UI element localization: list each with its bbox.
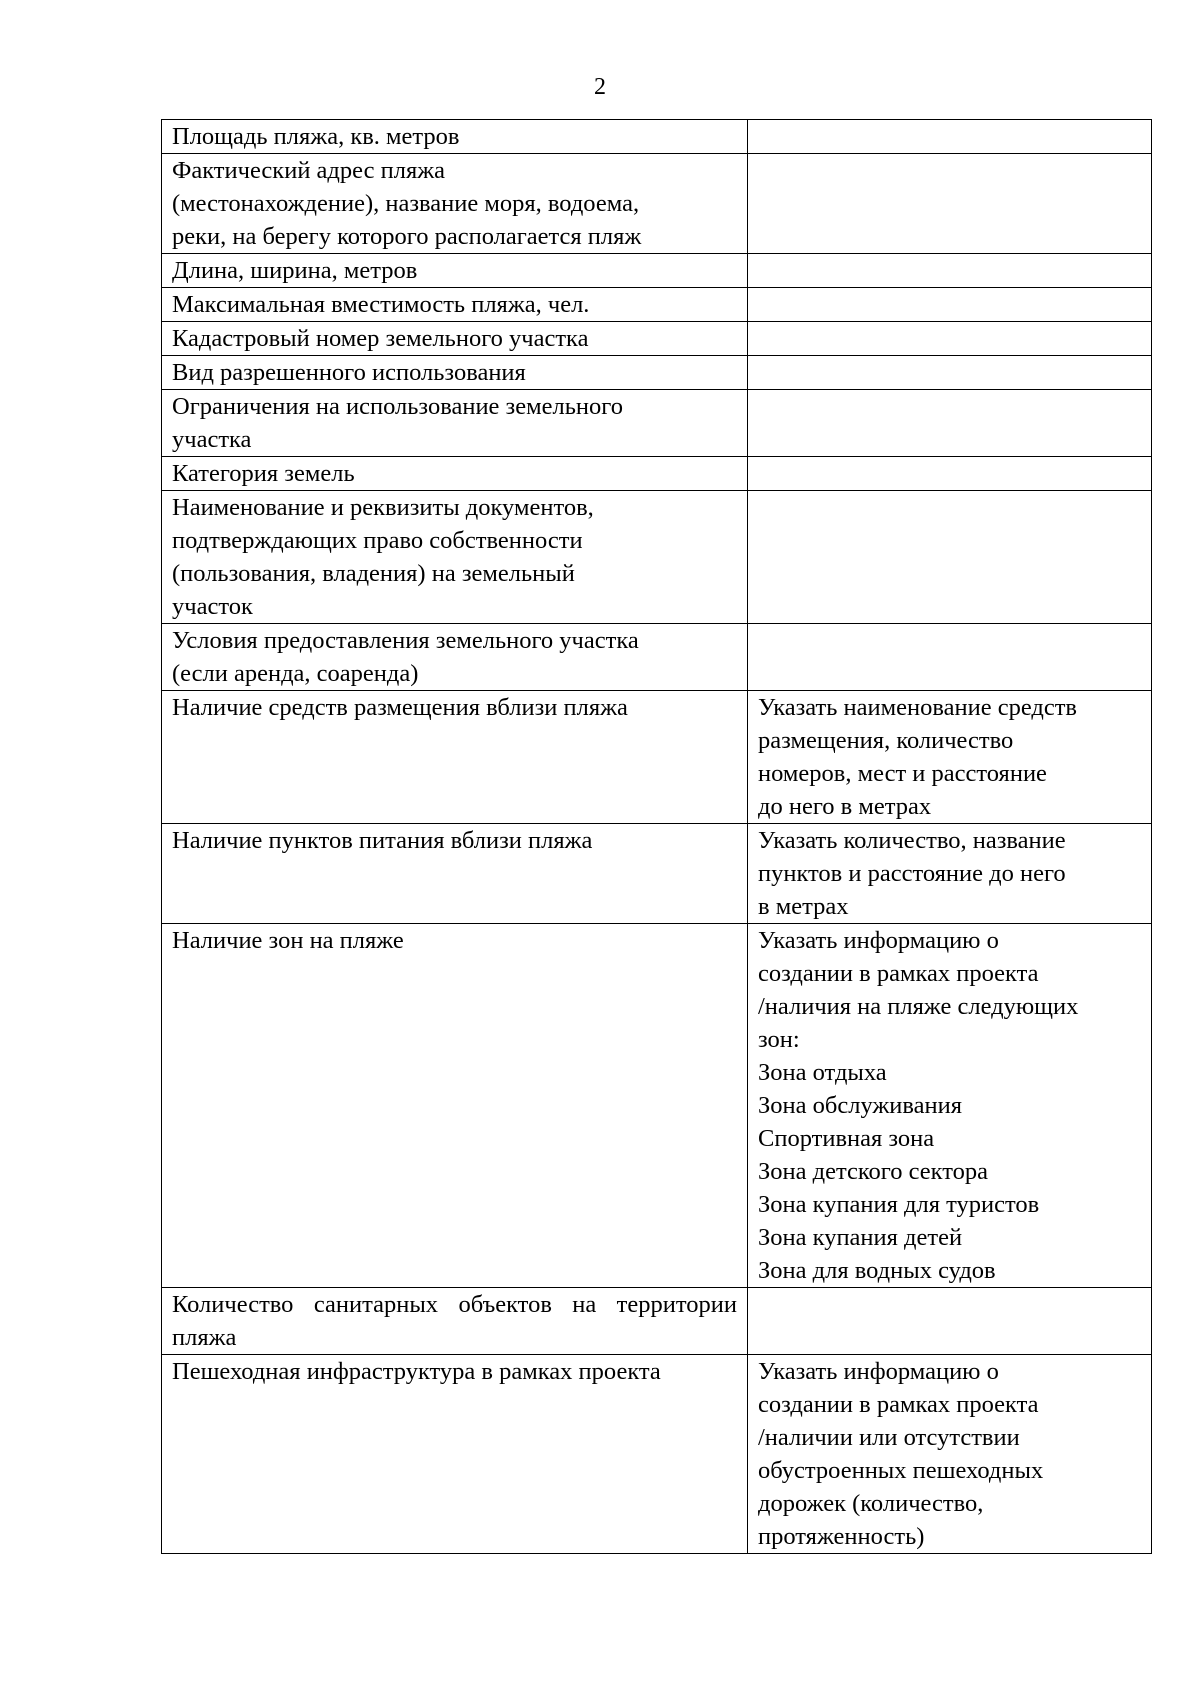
row-value-beach-area (748, 120, 1152, 154)
zone-item: Зона отдыха (758, 1059, 887, 1086)
value-line: /наличии или отсутствии (758, 1424, 1020, 1451)
value-line: номеров, мест и расстояние (758, 760, 1047, 787)
row-label-land-category: Категория земель (162, 457, 748, 491)
row-label-ownership-documents: Наименование и реквизиты документов, подтверждающих право собственности (пользования, владения) на земельный участок (162, 491, 748, 624)
table-row (162, 824, 1152, 924)
table-row (162, 254, 1152, 288)
row-label-beach-zones: Наличие зон на пляже (162, 924, 748, 1288)
table-row (162, 288, 1152, 322)
table-row (162, 457, 1152, 491)
row-value-pedestrian-infrastructure (748, 1355, 1152, 1554)
row-label-accommodation: Наличие средств размещения вблизи пляжа (162, 691, 748, 824)
row-value-address (748, 154, 1152, 254)
value-line: Указать количество, название (758, 827, 1066, 854)
row-label-cadastral-number: Кадастровый номер земельного участка (162, 322, 748, 356)
value-line: Указать информацию о (758, 927, 999, 954)
row-label-permitted-use: Вид разрешенного использования (162, 356, 748, 390)
row-value-length-width (748, 254, 1152, 288)
value-line: обустроенных пешеходных (758, 1457, 1044, 1484)
row-value-land-category (748, 457, 1152, 491)
value-line: Указать информацию о (758, 1358, 999, 1385)
row-value-ownership-documents (748, 491, 1152, 624)
row-label-use-restrictions: Ограничения на использование земельного участка (162, 390, 748, 457)
value-line: /наличия на пляже следующих (758, 993, 1079, 1020)
value-line: до него в метрах (758, 793, 932, 820)
beach-info-table (161, 119, 1152, 1554)
zone-item: Спортивная зона (758, 1125, 935, 1152)
value-line: размещения, количество (758, 727, 1014, 754)
table-row (162, 1288, 1152, 1355)
value-line: Указать наименование средств (758, 694, 1077, 721)
table-row (162, 390, 1152, 457)
row-value-beach-zones (748, 924, 1152, 1288)
row-value-cadastral-number (748, 322, 1152, 356)
value-line: зон: (758, 1026, 800, 1053)
row-value-provision-conditions (748, 624, 1152, 691)
row-label-beach-area: Площадь пляжа, кв. метров (162, 120, 748, 154)
zone-item: Зона купания для туристов (758, 1191, 1040, 1218)
row-value-food-outlets (748, 824, 1152, 924)
value-line: в метрах (758, 893, 849, 920)
value-line: создании в рамках проекта (758, 1391, 1039, 1418)
table-row (162, 624, 1152, 691)
row-label-sanitary-facilities: Количество санитарных объектов на территории пляжа (162, 1288, 748, 1355)
row-label-capacity: Максимальная вместимость пляжа, чел. (162, 288, 748, 322)
table-row (162, 322, 1152, 356)
row-label-provision-conditions: Условия предоставления земельного участка (если аренда, соаренда) (162, 624, 748, 691)
page-number: 2 (594, 74, 606, 100)
zone-item: Зона детского сектора (758, 1158, 988, 1185)
row-value-sanitary-facilities (748, 1288, 1152, 1355)
value-line: пунктов и расстояние до него (758, 860, 1066, 887)
table-row (162, 120, 1152, 154)
table-row (162, 356, 1152, 390)
table-row (162, 154, 1152, 254)
table-row (162, 924, 1152, 1288)
value-line: протяженность) (758, 1523, 925, 1550)
row-label-length-width: Длина, ширина, метров (162, 254, 748, 288)
row-value-permitted-use (748, 356, 1152, 390)
row-value-use-restrictions (748, 390, 1152, 457)
table-row (162, 491, 1152, 624)
row-value-accommodation (748, 691, 1152, 824)
zone-item: Зона для водных судов (758, 1257, 996, 1284)
zone-item: Зона купания детей (758, 1224, 963, 1251)
row-label-pedestrian-infrastructure: Пешеходная инфраструктура в рамках проекта (162, 1355, 748, 1554)
value-line: создании в рамках проекта (758, 960, 1039, 987)
row-label-food-outlets: Наличие пунктов питания вблизи пляжа (162, 824, 748, 924)
row-label-address: Фактический адрес пляжа (местонахождение), название моря, водоема, реки, на берегу которого располагается пляж (162, 154, 748, 254)
value-line: дорожек (количество, (758, 1490, 984, 1517)
table-row (162, 691, 1152, 824)
zone-item: Зона обслуживания (758, 1092, 963, 1119)
table-row (162, 1355, 1152, 1554)
row-value-capacity (748, 288, 1152, 322)
